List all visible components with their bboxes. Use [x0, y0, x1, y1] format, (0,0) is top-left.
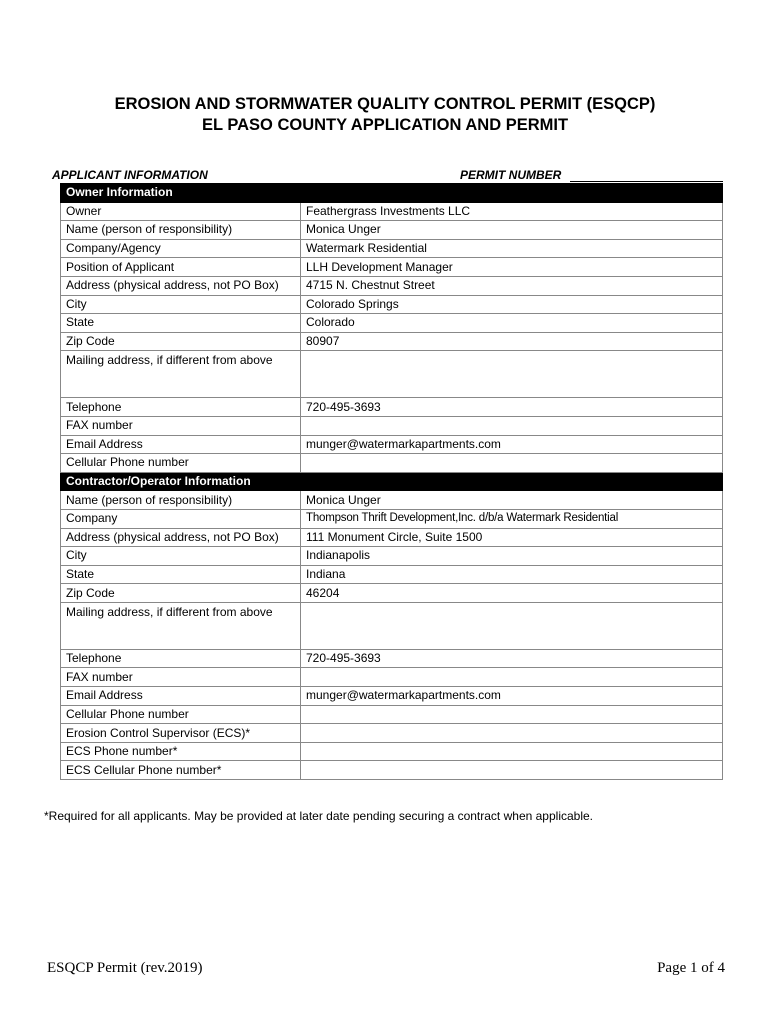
field-label: State [61, 565, 301, 584]
table-row [61, 416, 723, 435]
permit-number-field[interactable] [570, 181, 723, 182]
owner-city-field[interactable]: Colorado Springs [301, 295, 723, 314]
footer-form-id: ESQCP Permit (rev.2019) [47, 960, 203, 976]
owner-responsible-person-field[interactable]: Monica Unger [301, 221, 723, 240]
ecs-name-field[interactable] [301, 724, 723, 743]
field-label: Position of Applicant [61, 258, 301, 277]
field-label: Email Address [61, 435, 301, 454]
owner-email-field[interactable]: munger@watermarkapartments.com [301, 435, 723, 454]
field-label: Address (physical address, not PO Box) [61, 528, 301, 547]
field-label: Email Address [61, 687, 301, 706]
table-row [61, 724, 723, 743]
field-label: Name (person of responsibility) [61, 221, 301, 240]
table-row [61, 398, 723, 417]
owner-company-field[interactable]: Watermark Residential [301, 239, 723, 258]
applicant-information-label: APPLICANT INFORMATION [52, 168, 208, 182]
contractor-city-field[interactable]: Indianapolis [301, 547, 723, 566]
table-row [61, 221, 723, 240]
contractor-address-field[interactable]: 111 Monument Circle, Suite 1500 [301, 528, 723, 547]
contractor-section-title: Contractor/Operator Information [61, 472, 301, 491]
table-row [61, 761, 723, 780]
required-footnote: *Required for all applicants. May be provided at later date pending securing a contract when applicable. [44, 809, 593, 823]
table-row [61, 528, 723, 547]
contractor-responsible-person-field[interactable]: Monica Unger [301, 491, 723, 510]
owner-cell-phone-field[interactable] [301, 454, 723, 473]
table-row [61, 742, 723, 761]
field-label: Mailing address, if different from above [61, 602, 301, 649]
contractor-zip-field[interactable]: 46204 [301, 584, 723, 603]
field-label: Zip Code [61, 332, 301, 351]
owner-section-title: Owner Information [61, 184, 301, 203]
table-row [61, 491, 723, 510]
table-row [61, 239, 723, 258]
owner-address-field[interactable]: 4715 N. Chestnut Street [301, 276, 723, 295]
field-label: Address (physical address, not PO Box) [61, 276, 301, 295]
field-label: City [61, 295, 301, 314]
title-line-2: EL PASO COUNTY APPLICATION AND PERMIT [201, 116, 569, 134]
table-row [61, 602, 723, 649]
table-row [61, 435, 723, 454]
field-label: Mailing address, if different from above [61, 351, 301, 398]
owner-fax-field[interactable] [301, 416, 723, 435]
ecs-phone-field[interactable] [301, 742, 723, 761]
field-label: Company [61, 509, 301, 528]
field-label: Zip Code [61, 584, 301, 603]
field-label: Owner [61, 202, 301, 221]
table-row [61, 258, 723, 277]
owner-state-field[interactable]: Colorado [301, 314, 723, 333]
contractor-cell-phone-field[interactable] [301, 705, 723, 724]
table-row [61, 687, 723, 706]
field-label: City [61, 547, 301, 566]
field-label: Telephone [61, 649, 301, 668]
table-row [61, 351, 723, 398]
field-label: Company/Agency [61, 239, 301, 258]
contractor-telephone-field[interactable]: 720-495-3693 [301, 649, 723, 668]
application-form-table [60, 183, 723, 780]
contractor-section-header [61, 472, 723, 491]
table-row [61, 565, 723, 584]
table-row [61, 584, 723, 603]
field-label: FAX number [61, 416, 301, 435]
field-label: State [61, 314, 301, 333]
contractor-state-field[interactable]: Indiana [301, 565, 723, 584]
owner-name-field[interactable]: Feathergrass Investments LLC [301, 202, 723, 221]
field-label: FAX number [61, 668, 301, 687]
contractor-mailing-address-field[interactable] [301, 602, 723, 649]
owner-section-header [61, 184, 723, 203]
table-row [61, 649, 723, 668]
table-row [61, 332, 723, 351]
table-row [61, 276, 723, 295]
table-row [61, 509, 723, 528]
contractor-email-field[interactable]: munger@watermarkapartments.com [301, 687, 723, 706]
table-row [61, 314, 723, 333]
table-row [61, 454, 723, 473]
field-label: Cellular Phone number [61, 454, 301, 473]
document-title [0, 94, 770, 136]
owner-mailing-address-field[interactable] [301, 351, 723, 398]
table-row [61, 547, 723, 566]
owner-position-field[interactable]: LLH Development Manager [301, 258, 723, 277]
table-row [61, 202, 723, 221]
ecs-cell-phone-field[interactable] [301, 761, 723, 780]
permit-number-label: PERMIT NUMBER [460, 168, 562, 182]
table-row [61, 705, 723, 724]
contractor-fax-field[interactable] [301, 668, 723, 687]
field-label: Telephone [61, 398, 301, 417]
owner-zip-field[interactable]: 80907 [301, 332, 723, 351]
field-label: Cellular Phone number [61, 705, 301, 724]
field-label: Erosion Control Supervisor (ECS)* [61, 724, 301, 743]
field-label: ECS Phone number* [61, 742, 301, 761]
title-line-1: EROSION AND STORMWATER QUALITY CONTROL PERMIT (ESQCP) [114, 95, 656, 113]
table-row [61, 295, 723, 314]
footer-page-number: Page 1 of 4 [657, 960, 725, 976]
field-label: ECS Cellular Phone number* [61, 761, 301, 780]
table-row [61, 668, 723, 687]
owner-telephone-field[interactable]: 720-495-3693 [301, 398, 723, 417]
contractor-company-field[interactable]: Thompson Thrift Development,Inc. d/b/a Watermark Residential [301, 509, 723, 528]
field-label: Name (person of responsibility) [61, 491, 301, 510]
